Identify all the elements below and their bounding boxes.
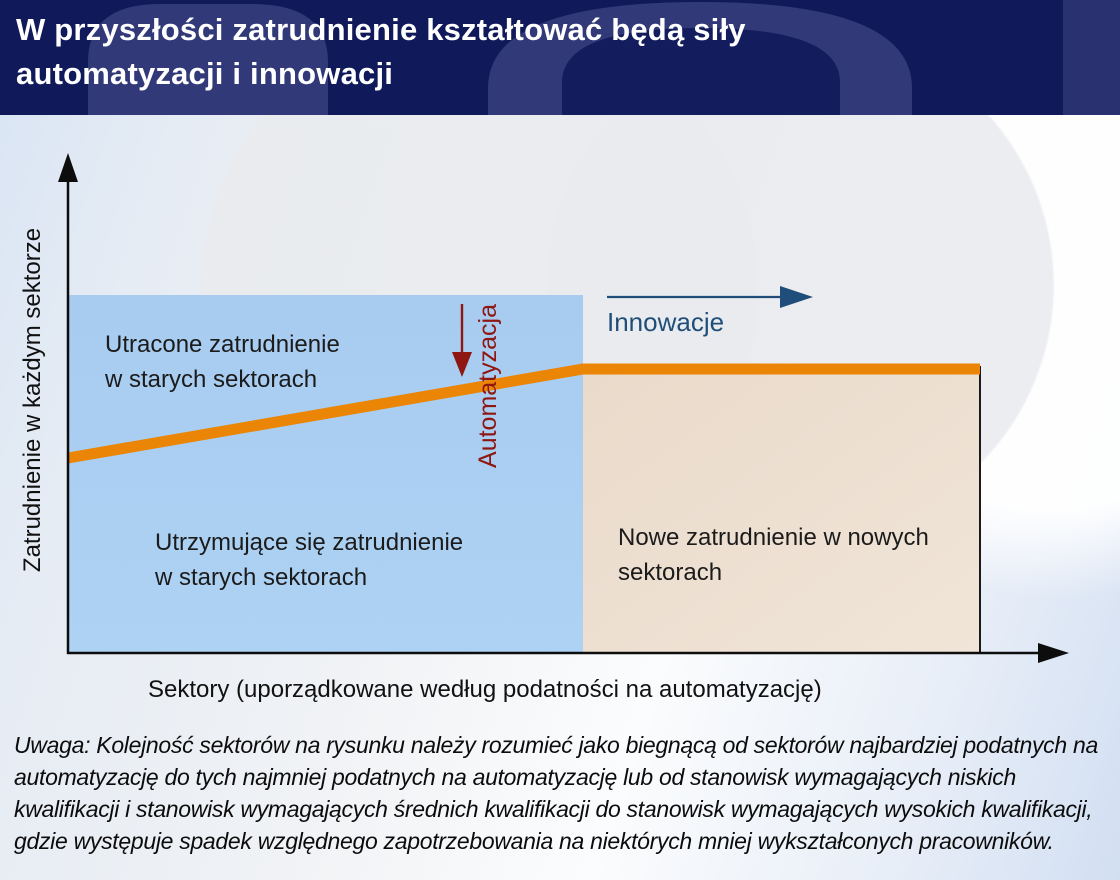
arch-shape-right	[1063, 0, 1120, 115]
employment-chart	[0, 115, 1120, 730]
lost-employment-label-line1: Utracone zatrudnienie	[105, 331, 340, 358]
automation-label: Automatyzacja	[474, 304, 502, 468]
new-employment-label-line2: sektorach	[618, 559, 723, 586]
y-axis-label: Zatrudnienie w każdym sektorze	[19, 227, 46, 573]
persisting-employment-label-line2: w starych sektorach	[155, 564, 368, 591]
title-bar	[0, 0, 1120, 115]
page-title-line2: automatyzacji i innowacji	[16, 56, 394, 91]
page-title	[16, 8, 746, 96]
x-axis-arrow-icon	[1038, 643, 1069, 663]
x-axis-label: Sektory (uporządkowane według podatności na automatyzację)	[148, 676, 822, 703]
lost-employment-label-line2: w starych sektorach	[105, 366, 318, 393]
persisting-employment-label-line1: Utrzymujące się zatrudnienie	[155, 529, 464, 556]
y-axis-arrow-icon	[58, 153, 78, 182]
footnote: Uwaga: Kolejność sektorów na rysunku należy rozumieć jako biegnącą od sektorów najbardziej podatnych na automatyzację do tych najmniej podatnych na automatyzację lub od stanowisk wymagających niskich kwalifikacji i stanowisk wymagających średnich kwalifikacji do stanowisk wymagających wysokich kwalifikacji, gdzie występuje spadek względnego zapotrzebowania na niektórych mniej wykształconych pracowników.	[14, 732, 1098, 854]
page-title-line1: W przyszłości zatrudnienie kształtować będą siły	[16, 12, 746, 47]
innovation-arrow-icon	[780, 286, 813, 308]
new-sectors-area	[583, 372, 980, 653]
new-employment-label-line1: Nowe zatrudnienie w nowych	[618, 524, 929, 551]
innovation-label: Innowacje	[607, 307, 725, 337]
